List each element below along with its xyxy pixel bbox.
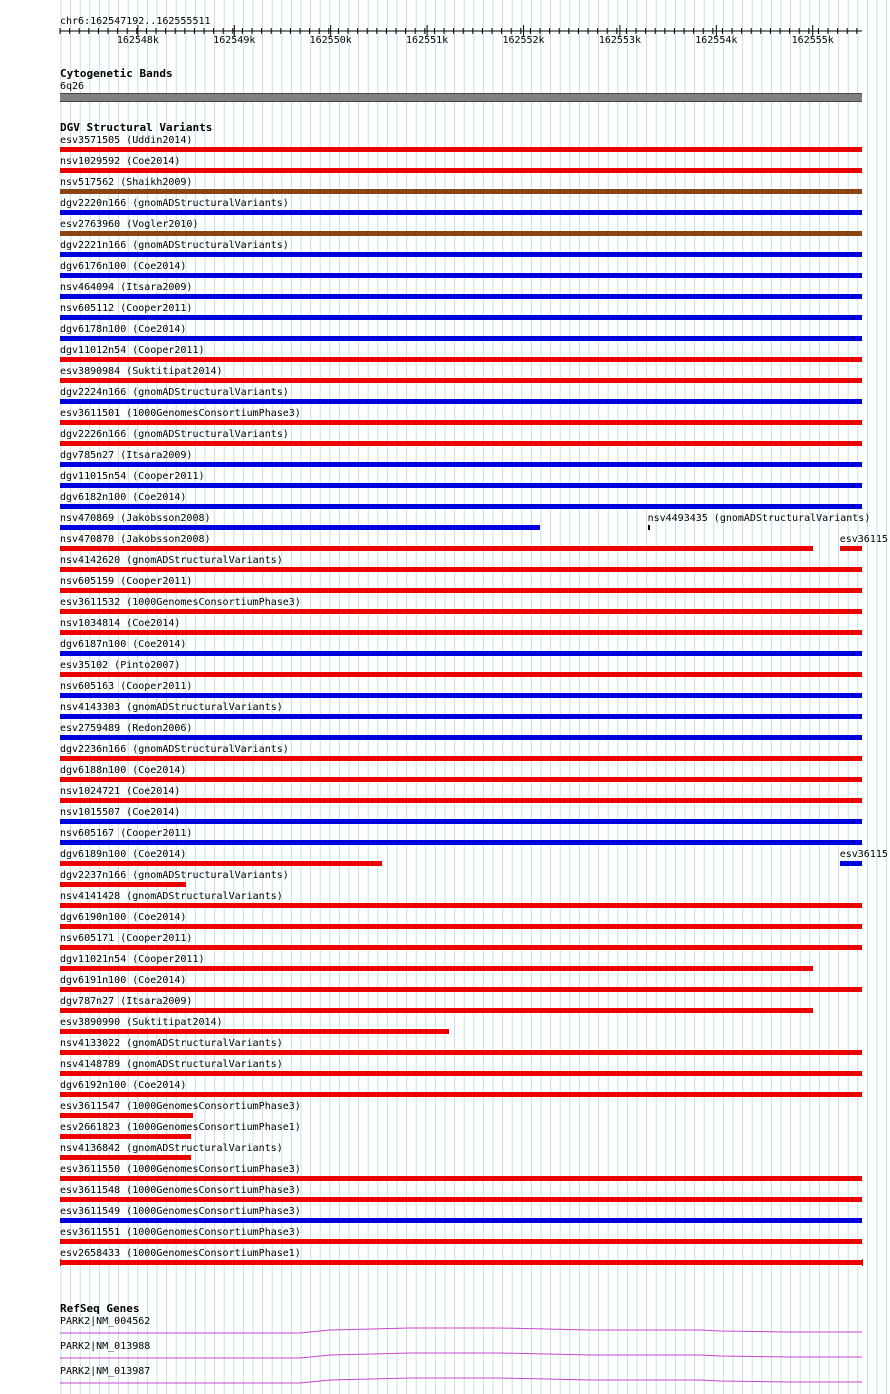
dgv-feature-bar[interactable] [60, 609, 862, 614]
dgv-feature-bar[interactable] [60, 1155, 191, 1160]
refseq-gene-model[interactable] [0, 1374, 890, 1384]
dgv-feature-bar[interactable] [60, 651, 862, 656]
dgv-feature-label[interactable]: dgv6176n100 (Coe2014) [60, 261, 187, 272]
cytoband-label: 6q26 [60, 81, 85, 92]
dgv-feature-bar[interactable] [60, 1176, 862, 1181]
dgv-feature-label[interactable]: esv2763960 (Vogler2010) [60, 219, 199, 230]
dgv-feature-label[interactable]: esv3571505 (Uddin2014) [60, 135, 193, 146]
dgv-feature-bar[interactable] [60, 966, 813, 971]
dgv-feature-label[interactable]: esv35102 (Pinto2007) [60, 660, 181, 671]
dgv-feature-label[interactable]: nsv4493435 (gnomADStructuralVariants) [647, 513, 871, 524]
dgv-feature-endcap [60, 1259, 61, 1266]
ruler-tick-label: 162548k [116, 35, 159, 46]
ruler-tick-label: 162552k [502, 35, 545, 46]
dgv-feature-label[interactable]: nsv470869 (Jakobsson2008) [60, 513, 211, 524]
dgv-feature-bar[interactable] [60, 882, 186, 887]
dgv-feature-label[interactable]: dgv2221n166 (gnomADStructuralVariants) [60, 240, 289, 251]
dgv-feature-label[interactable]: esv3890984 (Suktitipat2014) [60, 366, 223, 377]
dgv-feature-label[interactable]: dgv787n27 (Itsara2009) [60, 996, 193, 1007]
dgv-feature-bar[interactable] [60, 714, 862, 719]
dgv-feature-label[interactable]: nsv4143303 (gnomADStructuralVariants) [60, 702, 283, 713]
dgv-feature-bar[interactable] [60, 168, 862, 173]
dgv-feature-label[interactable]: esv2661823 (1000GenomesConsortiumPhase1) [60, 1122, 301, 1133]
dgv-feature-label[interactable]: dgv6192n100 (Coe2014) [60, 1080, 187, 1091]
dgv-feature-bar[interactable] [60, 756, 862, 761]
dgv-feature-bar[interactable] [60, 546, 813, 551]
dgv-feature-bar[interactable] [60, 777, 862, 782]
dgv-feature-bar[interactable] [60, 798, 862, 803]
dgv-feature-bar[interactable] [60, 1260, 862, 1265]
dgv-feature-bar[interactable] [60, 1239, 862, 1244]
dgv-feature-label[interactable]: nsv4142620 (gnomADStructuralVariants) [60, 555, 283, 566]
dgv-feature-label[interactable]: nsv4133022 (gnomADStructuralVariants) [60, 1038, 283, 1049]
dgv-feature-label[interactable]: nsv1034814 (Coe2014) [60, 618, 181, 629]
dgv-feature-bar[interactable] [840, 546, 862, 551]
dgv-feature-bar[interactable] [840, 861, 862, 866]
dgv-feature-label[interactable]: esv3611501 (1000GenomesConsortiumPhase3) [60, 408, 301, 419]
dgv-feature-bar[interactable] [60, 231, 862, 236]
refseq-track-title: RefSeq Genes [60, 1302, 140, 1315]
dgv-feature-label[interactable]: dgv2237n166 (gnomADStructuralVariants) [60, 870, 289, 881]
refseq-gene-label[interactable]: PARK2|NM_013987 [60, 1366, 151, 1377]
ruler-tick-label: 162550k [309, 35, 352, 46]
dgv-feature-label[interactable]: esv3611547 (1000GenomesConsortiumPhase3) [60, 1101, 301, 1112]
dgv-feature-label[interactable]: esv2759489 (Redon2006) [60, 723, 193, 734]
dgv-feature-bar[interactable] [60, 567, 862, 572]
cytoband-track-title: Cytogenetic Bands [60, 67, 173, 80]
dgv-feature-bar[interactable] [60, 462, 862, 467]
refseq-gene-intron-line [60, 1378, 862, 1383]
dgv-feature-bar[interactable] [60, 819, 862, 824]
dgv-feature-label[interactable]: nsv517562 (Shaikh2009) [60, 177, 193, 188]
dgv-feature-bar[interactable] [60, 399, 862, 404]
dgv-feature-label[interactable]: esv2658433 (1000GenomesConsortiumPhase1) [60, 1248, 301, 1259]
dgv-feature-bar[interactable] [60, 252, 862, 257]
dgv-feature-label[interactable]: dgv6189n100 (Coe2014) [60, 849, 187, 860]
dgv-feature-label[interactable]: dgv2224n166 (gnomADStructuralVariants) [60, 387, 289, 398]
dgv-feature-bar[interactable] [60, 504, 862, 509]
dgv-feature-label[interactable]: dgv785n27 (Itsara2009) [60, 450, 193, 461]
dgv-feature-label[interactable]: dgv6191n100 (Coe2014) [60, 975, 187, 986]
refseq-gene-label[interactable]: PARK2|NM_004562 [60, 1316, 151, 1327]
ruler-tick-label: 162554k [695, 35, 738, 46]
dgv-feature-label[interactable]: esv3611548 (1000GenomesConsortiumPhase3) [60, 1185, 301, 1196]
refseq-gene-model[interactable] [0, 1349, 890, 1359]
dgv-feature-label[interactable]: nsv1015507 (Coe2014) [60, 807, 181, 818]
dgv-feature-bar[interactable] [60, 525, 540, 530]
ruler-tick-label: 162549k [213, 35, 256, 46]
dgv-feature-bar[interactable] [648, 525, 650, 530]
dgv-feature-bar[interactable] [60, 210, 862, 215]
dgv-feature-bar[interactable] [60, 693, 862, 698]
dgv-feature-label[interactable]: nsv605167 (Cooper2011) [60, 828, 193, 839]
dgv-feature-bar[interactable] [60, 1050, 862, 1055]
dgv-feature-bar[interactable] [60, 357, 862, 362]
dgv-feature-label[interactable]: esv36115 [839, 849, 888, 860]
dgv-feature-bar[interactable] [60, 945, 862, 950]
dgv-feature-bar[interactable] [60, 735, 862, 740]
dgv-feature-label[interactable]: dgv11021n54 (Cooper2011) [60, 954, 205, 965]
dgv-feature-bar[interactable] [60, 1008, 813, 1013]
dgv-feature-label[interactable]: nsv464094 (Itsara2009) [60, 282, 193, 293]
dgv-feature-bar[interactable] [60, 378, 862, 383]
dgv-feature-bar[interactable] [60, 483, 862, 488]
dgv-track-title: DGV Structural Variants [60, 121, 213, 134]
refseq-gene-model[interactable] [0, 1324, 890, 1334]
dgv-feature-bar[interactable] [60, 441, 862, 446]
dgv-feature-label[interactable]: esv3890990 (Suktitipat2014) [60, 1017, 223, 1028]
dgv-feature-label[interactable]: esv3611550 (1000GenomesConsortiumPhase3) [60, 1164, 301, 1175]
dgv-feature-label[interactable]: nsv4141428 (gnomADStructuralVariants) [60, 891, 283, 902]
dgv-feature-bar[interactable] [60, 147, 862, 152]
dgv-feature-label[interactable]: esv3611532 (1000GenomesConsortiumPhase3) [60, 597, 301, 608]
dgv-feature-bar[interactable] [60, 630, 862, 635]
dgv-feature-label[interactable]: dgv2236n166 (gnomADStructuralVariants) [60, 744, 289, 755]
dgv-feature-bar[interactable] [60, 1218, 862, 1223]
dgv-feature-bar[interactable] [60, 1029, 449, 1034]
dgv-feature-label[interactable]: dgv6190n100 (Coe2014) [60, 912, 187, 923]
dgv-feature-bar[interactable] [60, 1092, 862, 1097]
dgv-feature-label[interactable]: nsv605159 (Cooper2011) [60, 576, 193, 587]
dgv-feature-label[interactable]: nsv605171 (Cooper2011) [60, 933, 193, 944]
dgv-feature-label[interactable]: nsv4136842 (gnomADStructuralVariants) [60, 1143, 283, 1154]
ruler-tick-label: 162551k [406, 35, 449, 46]
dgv-feature-bar[interactable] [60, 1113, 193, 1118]
refseq-gene-label[interactable]: PARK2|NM_013988 [60, 1341, 151, 1352]
ruler-tick-label: 162553k [598, 35, 641, 46]
dgv-feature-bar[interactable] [60, 924, 862, 929]
dgv-feature-bar[interactable] [60, 273, 862, 278]
dgv-feature-label[interactable]: esv3611551 (1000GenomesConsortiumPhase3) [60, 1227, 301, 1238]
dgv-feature-label[interactable]: dgv6187n100 (Coe2014) [60, 639, 187, 650]
refseq-gene-intron-line [60, 1328, 862, 1333]
dgv-feature-label[interactable]: dgv11012n54 (Cooper2011) [60, 345, 205, 356]
dgv-feature-bar[interactable] [60, 1197, 862, 1202]
dgv-feature-bar[interactable] [60, 189, 862, 194]
ruler-tick-label: 162555k [791, 35, 834, 46]
dgv-feature-label[interactable]: dgv6188n100 (Coe2014) [60, 765, 187, 776]
dgv-feature-bar[interactable] [60, 420, 862, 425]
dgv-feature-bar[interactable] [60, 1134, 191, 1139]
dgv-feature-label[interactable]: nsv605163 (Cooper2011) [60, 681, 193, 692]
dgv-feature-bar[interactable] [60, 336, 862, 341]
dgv-feature-label[interactable]: dgv6182n100 (Coe2014) [60, 492, 187, 503]
dgv-feature-label[interactable]: dgv11015n54 (Cooper2011) [60, 471, 205, 482]
dgv-feature-label[interactable]: nsv1024721 (Coe2014) [60, 786, 181, 797]
dgv-feature-label[interactable]: esv3611549 (1000GenomesConsortiumPhase3) [60, 1206, 301, 1217]
dgv-feature-label[interactable]: nsv4148789 (gnomADStructuralVariants) [60, 1059, 283, 1070]
refseq-gene-intron-line [60, 1353, 862, 1358]
dgv-feature-bar[interactable] [60, 987, 862, 992]
dgv-feature-bar[interactable] [60, 903, 862, 908]
dgv-feature-label[interactable]: dgv6178n100 (Coe2014) [60, 324, 187, 335]
dgv-feature-label[interactable]: nsv605112 (Cooper2011) [60, 303, 193, 314]
dgv-feature-bar[interactable] [60, 315, 862, 320]
dgv-feature-bar[interactable] [60, 1071, 862, 1076]
dgv-feature-bar[interactable] [60, 294, 862, 299]
dgv-feature-bar[interactable] [60, 672, 862, 677]
dgv-feature-label[interactable]: dgv2220n166 (gnomADStructuralVariants) [60, 198, 289, 209]
cytoband-bar[interactable] [60, 93, 862, 102]
dgv-feature-label[interactable]: nsv1029592 (Coe2014) [60, 156, 181, 167]
dgv-feature-bar[interactable] [60, 861, 382, 866]
dgv-feature-endcap [862, 1259, 863, 1266]
dgv-feature-bar[interactable] [60, 588, 862, 593]
dgv-feature-label[interactable]: esv36115 [839, 534, 888, 545]
region-label: chr6:162547192..162555511 [60, 16, 211, 27]
dgv-feature-bar[interactable] [60, 840, 862, 845]
dgv-feature-label[interactable]: nsv470870 (Jakobsson2008) [60, 534, 211, 545]
dgv-feature-label[interactable]: dgv2226n166 (gnomADStructuralVariants) [60, 429, 289, 440]
